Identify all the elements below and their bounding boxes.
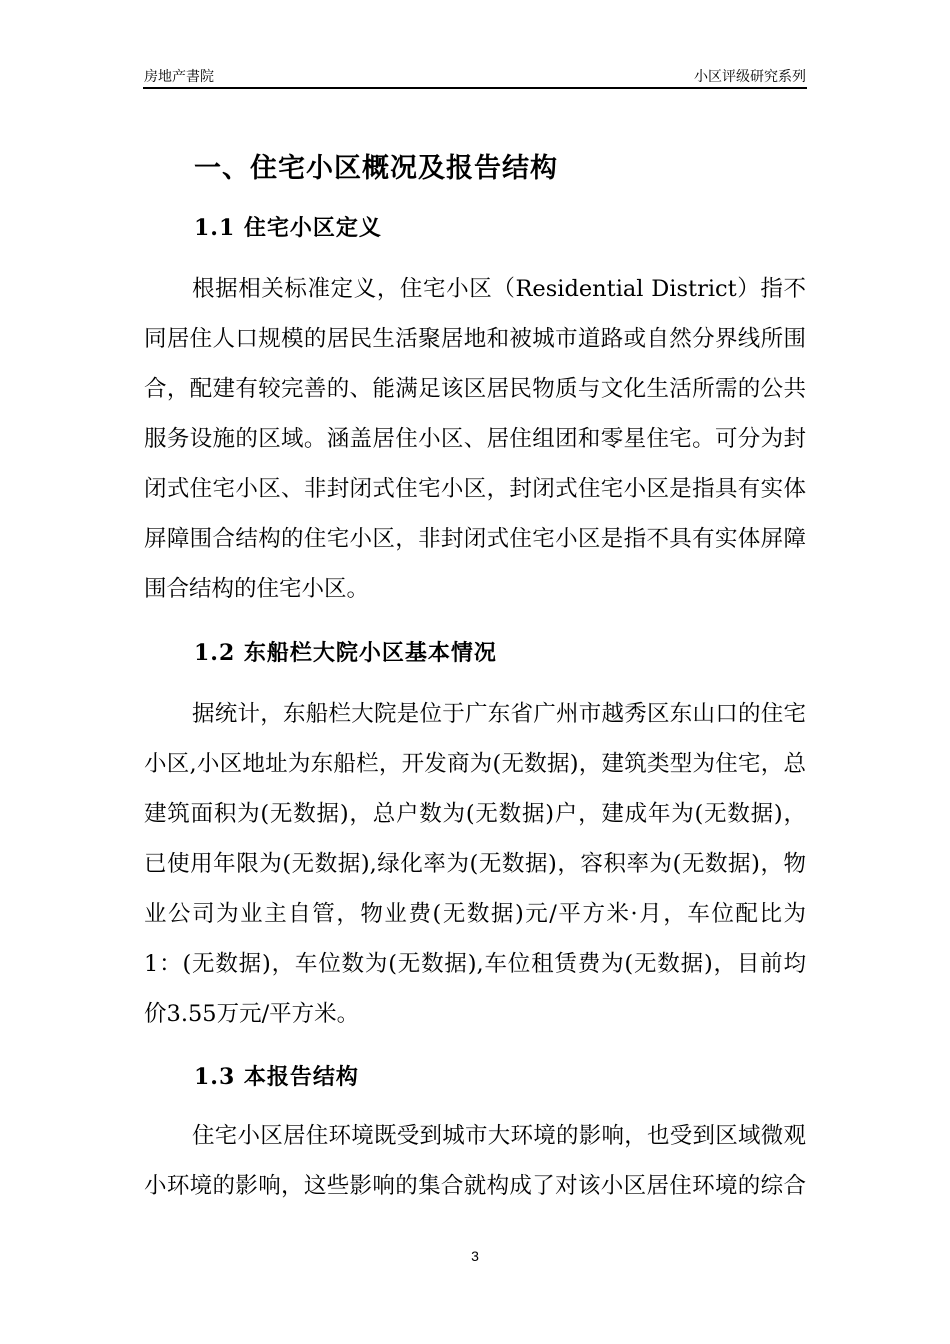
section-heading: 1.2 东船栏大院小区基本情况 (194, 640, 497, 666)
header-divider (143, 87, 807, 89)
section-heading: 1.1 住宅小区定义 (194, 215, 382, 241)
section-paragraph (144, 689, 806, 1039)
paragraph-line: 同居住人口规模的居民生活聚居地和被城市道路或自然分界线所围 (144, 326, 806, 352)
paragraph-line: 小区,小区地址为东船栏，开发商为(无数据)，建筑类型为住宅，总 (144, 751, 806, 777)
paragraph-line: 住宅小区居住环境既受到城市大环境的影响，也受到区域微观 (192, 1123, 806, 1149)
paragraph-line: 据统计，东船栏大院是位于广东省广州市越秀区东山口的住宅 (192, 701, 806, 727)
paragraph-line: 根据相关标准定义，住宅小区（Residential District）指不 (192, 276, 806, 302)
header-right-title: 小区评级研究系列 (694, 68, 806, 84)
chapter-title: 一、住宅小区概况及报告结构 (194, 153, 558, 184)
page-number: 3 (471, 1248, 479, 1264)
paragraph-line: 围合结构的住宅小区。 (144, 576, 370, 602)
paragraph-line: 屏障围合结构的住宅小区，非封闭式住宅小区是指不具有实体屏障 (144, 526, 806, 552)
section-paragraph (144, 1111, 806, 1211)
paragraph-line: 闭式住宅小区、非封闭式住宅小区，封闭式住宅小区是指具有实体 (144, 476, 806, 502)
header-left-title: 房地产書院 (144, 68, 214, 84)
paragraph-line: 服务设施的区域。涵盖居住小区、居住组团和零星住宅。可分为封 (144, 426, 806, 452)
section-heading: 1.3 本报告结构 (194, 1064, 359, 1090)
section-paragraph (144, 264, 806, 614)
paragraph-line: 合，配建有较完善的、能满足该区居民物质与文化生活所需的公共 (144, 376, 806, 402)
paragraph-line: 建筑面积为(无数据)，总户数为(无数据)户，建成年为(无数据)， (144, 801, 806, 827)
paragraph-line: 业公司为业主自管，物业费(无数据)元/平方米·月，车位配比为 (144, 901, 806, 927)
paragraph-line: 小环境的影响，这些影响的集合就构成了对该小区居住环境的综合 (144, 1173, 806, 1199)
paragraph-line: 价3.55万元/平方米。 (144, 1001, 360, 1027)
paragraph-line: 已使用年限为(无数据),绿化率为(无数据)，容积率为(无数据)，物 (144, 851, 806, 877)
paragraph-line: 1：(无数据)，车位数为(无数据),车位租赁费为(无数据)，目前均 (144, 951, 806, 977)
